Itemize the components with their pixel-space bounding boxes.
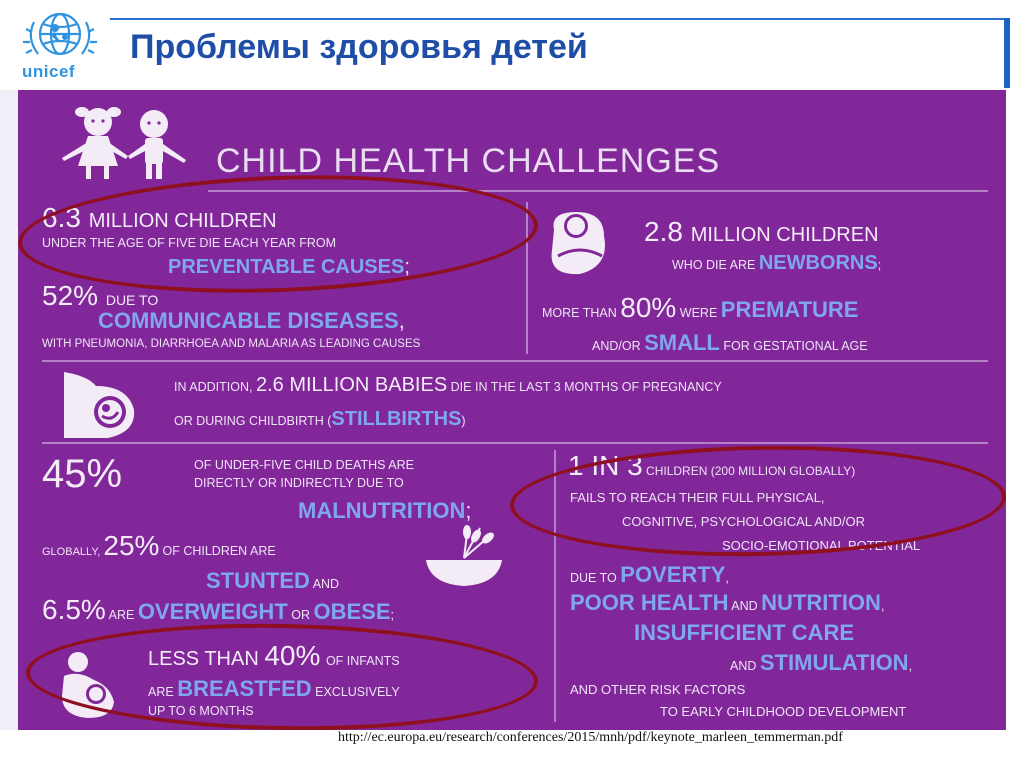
- b4-overweight: OVERWEIGHT: [137, 599, 288, 624]
- b4-obese-end: ;: [390, 608, 394, 622]
- b4-globally-label: GLOBALLY,: [42, 546, 101, 558]
- b3-die-last-3-months: DIE IN THE LAST 3 MONTHS OF PREGNANCY: [450, 380, 722, 394]
- newborn-icon: [540, 204, 618, 284]
- b5-line8-end: ,: [908, 659, 913, 673]
- b3-line1: [174, 374, 722, 397]
- b5-children-200m: CHILDREN (200 MILLION GLOBALLY): [646, 464, 856, 478]
- unicef-logo-text: unicef: [22, 62, 76, 81]
- annotation-ellipse-6-3-million: [18, 167, 540, 301]
- b5-due-to: DUE TO: [570, 571, 617, 585]
- middle-rule-top: [42, 360, 988, 362]
- b1-communicable-diseases: COMMUNICABLE DISEASES: [98, 308, 399, 333]
- b2-80-percent: 80%: [620, 292, 677, 323]
- b5-line4: SOCIO-EMOTIONAL POTENTIAL: [722, 538, 921, 553]
- b5-stimulation: STIMULATION: [759, 650, 909, 675]
- b2-line4: [592, 330, 868, 356]
- b5-line2: FAILS TO REACH THEIR FULL PHYSICAL,: [570, 490, 825, 505]
- b5-line5-end: ,: [725, 571, 729, 585]
- b4-malnutrition: MALNUTRITION: [298, 498, 466, 523]
- b2-line3: [542, 292, 859, 324]
- pregnancy-icon: [58, 368, 158, 442]
- middle-rule-bottom: [42, 442, 988, 444]
- b4-globally: [42, 530, 276, 562]
- slide-title: Проблемы здоровья детей: [130, 28, 588, 66]
- b4-6-5-percent: 6.5%: [42, 594, 106, 625]
- b2-small: SMALL: [644, 330, 720, 355]
- b3-stillbirths: STILLBIRTHS: [331, 408, 462, 430]
- b4-breastfed-line3: UP TO 6 MONTHS: [148, 704, 254, 718]
- b4-45-percent: 45%: [42, 452, 123, 496]
- b1-preventable-causes: PREVENTABLE CAUSES: [168, 256, 405, 278]
- infographic: [18, 90, 1006, 730]
- b3-line2: [174, 408, 466, 431]
- b1-line3-end: ;: [404, 256, 410, 278]
- b1-line6: WITH PNEUMONIA, DIARRHOEA AND MALARIA AS LEADING CAUSES: [42, 338, 421, 350]
- b3-or-during-childbirth: OR DURING CHILDBIRTH (: [174, 414, 332, 428]
- b4-and: AND: [312, 577, 340, 591]
- b2-line2-end: ;: [877, 258, 882, 272]
- b4-breastfed: BREASTFED: [177, 676, 312, 701]
- header-rule: [110, 18, 1010, 20]
- b4-stunted-line: [206, 568, 339, 594]
- b5-nutrition: NUTRITION: [761, 590, 881, 615]
- b5-line6-end: ,: [880, 599, 885, 613]
- b4-line3-end: ;: [465, 498, 472, 523]
- b4-exclusively: EXCLUSIVELY: [315, 685, 400, 699]
- b4-are: ARE: [108, 608, 135, 622]
- b5-line9: AND OTHER RISK FACTORS: [570, 682, 746, 697]
- b5-line6: [570, 590, 884, 616]
- b4-25-percent: 25%: [103, 530, 160, 561]
- header-accent-bar: [1004, 18, 1010, 88]
- b1-due-to: DUE TO: [105, 292, 159, 308]
- b2-big: 2.8: [644, 216, 683, 247]
- b4-overweight-line: [42, 594, 394, 626]
- b2-newborns: NEWBORNS: [758, 252, 878, 274]
- children-icon: [46, 102, 196, 182]
- b1-big-suffix: MILLION CHILDREN: [88, 210, 277, 232]
- b2-more-than: MORE THAN: [542, 306, 617, 320]
- b1-big: 6.3: [42, 202, 81, 233]
- b2-line1: [644, 216, 879, 248]
- b1-line5-end: ,: [398, 308, 405, 333]
- b4-40-percent: 40%: [264, 640, 321, 671]
- infographic-heading: CHILD HEALTH CHALLENGES: [216, 142, 721, 180]
- b4-of-infants: OF INFANTS: [325, 654, 400, 668]
- b2-who-die-are: WHO DIE ARE: [672, 258, 756, 272]
- grain-bowl-icon: [418, 520, 510, 590]
- b5-line10: TO EARLY CHILDHOOD DEVELOPMENT: [660, 704, 907, 719]
- b1-52-percent: 52%: [42, 280, 99, 311]
- b3-2-6-million-babies: 2.6 MILLION BABIES: [255, 374, 448, 396]
- b4-or: OR: [291, 608, 310, 622]
- b4-line2: DIRECTLY OR INDIRECTLY DUE TO: [194, 476, 404, 490]
- source-link[interactable]: http://ec.europa.eu/research/conferences/2015/mnh/pdf/keynote_marleen_temmerman.pdf: [338, 730, 843, 745]
- b1-line2: UNDER THE AGE OF FIVE DIE EACH YEAR FROM: [42, 236, 337, 250]
- b5-1-in-3: 1 IN 3: [568, 450, 643, 481]
- b1-line5: [98, 308, 405, 334]
- b3-paren-close: ): [461, 414, 466, 428]
- b5-and-1: AND: [731, 599, 758, 613]
- b5-poverty: POVERTY: [620, 562, 726, 587]
- b2-were: WERE: [679, 306, 718, 320]
- b2-big-suffix: MILLION CHILDREN: [690, 224, 879, 246]
- b3-in-addition: IN ADDITION,: [174, 380, 253, 394]
- b5-line5: [570, 562, 729, 588]
- b4-are-bf: ARE: [148, 685, 174, 699]
- left-margin: [0, 90, 18, 730]
- b4-less-than: LESS THAN: [148, 648, 259, 670]
- b5-line8: [730, 650, 912, 676]
- b2-line2: [672, 252, 881, 275]
- b4-of-children-are: OF CHILDREN ARE: [162, 544, 276, 558]
- b2-and-or: AND/OR: [592, 339, 641, 353]
- b2-gestational-age: FOR GESTATIONAL AGE: [723, 339, 868, 353]
- b5-line3: COGNITIVE, PSYCHOLOGICAL AND/OR: [622, 514, 865, 529]
- b5-and-2: AND: [730, 659, 757, 673]
- b4-stunted: STUNTED: [206, 568, 310, 593]
- b5-poor-health: POOR HEALTH: [570, 590, 729, 615]
- b5-line7: [634, 620, 854, 646]
- b5-insufficient-care: INSUFFICIENT CARE: [634, 620, 854, 645]
- b2-premature: PREMATURE: [720, 297, 859, 322]
- b4-line1: OF UNDER-FIVE CHILD DEATHS ARE: [194, 458, 414, 472]
- b4-obese: OBESE: [313, 599, 391, 624]
